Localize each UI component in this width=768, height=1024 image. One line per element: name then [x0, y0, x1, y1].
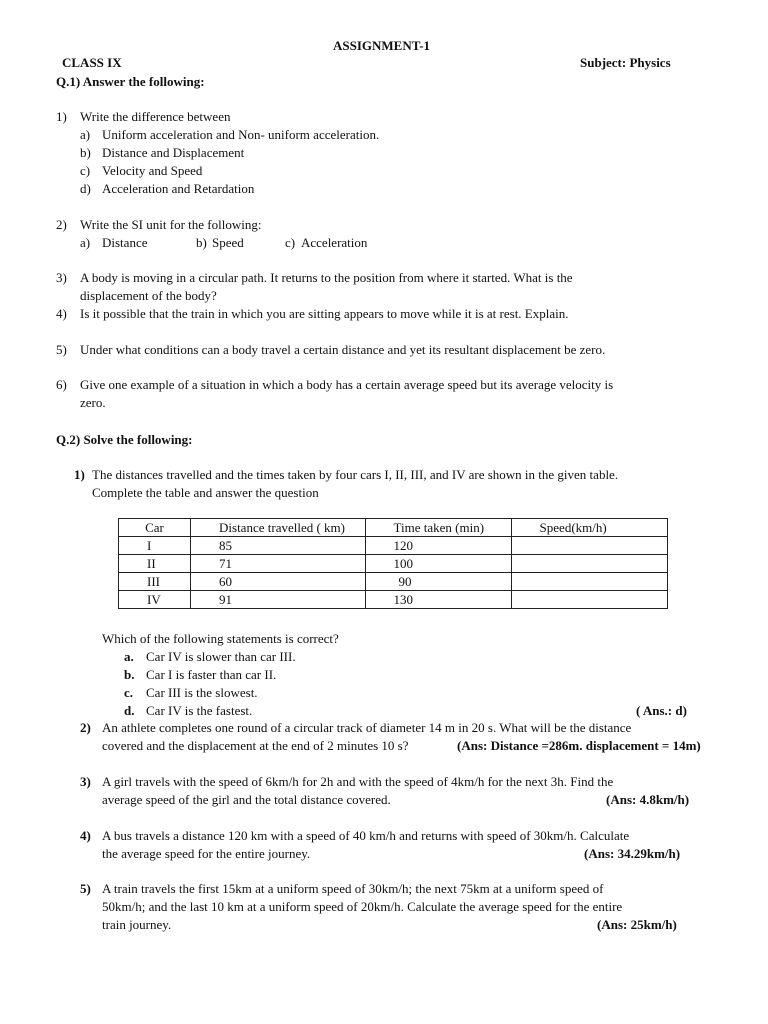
table-cell: 120 — [365, 537, 511, 555]
q1-item-1-d-letter: d) — [80, 181, 91, 196]
document-title: ASSIGNMENT-1 — [333, 38, 431, 53]
q2-problem-5-line-3: train journey. — [102, 917, 172, 932]
q2-problem-2-line-1: An athlete completes one round of a circular track of diameter 14 m in 20 s. What will be the distance — [102, 720, 632, 735]
problem-3-answer: (Ans: 4.8km/h) — [606, 792, 690, 807]
q1-item-1-c-text: Velocity and Speed — [102, 163, 203, 178]
q1-item-3-line-2: displacement of the body? — [80, 288, 217, 303]
subject-label: Subject: Physics — [580, 55, 671, 70]
q1-item-1-c-letter: c) — [80, 163, 91, 178]
q1-item-2-b-letter: b) — [196, 235, 207, 250]
q2-problem-5-line-1: A train travels the first 15km at a uniform speed of 30km/h; the next 75km at a uniform speed of — [102, 881, 604, 896]
table-cell: 71 — [191, 555, 366, 573]
q1-item-2-c-letter: c) — [285, 235, 296, 250]
q1-item-2-number: 2) — [56, 217, 67, 232]
q2-problem-1-line-2: Complete the table and answer the question — [92, 485, 319, 500]
q1-item-4-text: Is it possible that the train in which you are sitting appears to move while it is at rest. Explain. — [80, 306, 569, 321]
q2-problem-3-line-2: average speed of the girl and the total distance covered. — [102, 792, 391, 807]
table-row — [119, 537, 668, 555]
option-d-text: Car IV is the fastest. — [146, 703, 253, 718]
option-c-letter: c. — [124, 685, 134, 700]
table-cell: 60 — [191, 573, 366, 591]
table-cell: 85 — [191, 537, 366, 555]
q1-item-2-a-text: Distance — [102, 235, 148, 250]
problem-1-answer: ( Ans.: d) — [636, 703, 687, 718]
q2-problem-2-line-2: covered and the displacement at the end of 2 minutes 10 s? — [102, 738, 409, 753]
table-header-cell: Car — [119, 519, 191, 537]
q1-item-6-number: 6) — [56, 377, 67, 392]
q1-item-2-text: Write the SI unit for the following: — [80, 217, 262, 232]
option-b-letter: b. — [124, 667, 135, 682]
problem-2-answer: (Ans: Distance =286m. displacement = 14m) — [457, 738, 701, 753]
q1-item-6-line-2: zero. — [80, 395, 106, 410]
class-label: CLASS IX — [62, 55, 122, 70]
table-cell: II — [119, 555, 191, 573]
q2-problem-3-number: 3) — [80, 774, 91, 789]
q1-item-5-text: Under what conditions can a body travel a certain distance and yet its resultant displacement be zero. — [80, 342, 606, 357]
table-cell — [511, 555, 667, 573]
option-b-text: Car I is faster than car II. — [146, 667, 277, 682]
table-cell — [511, 573, 667, 591]
q2-problem-1-number: 1) — [74, 467, 85, 482]
q1-item-1-b-text: Distance and Displacement — [102, 145, 245, 160]
q1-item-2-c-text: Acceleration — [301, 235, 368, 250]
q1-item-2-a-letter: a) — [80, 235, 91, 250]
option-a-text: Car IV is slower than car III. — [146, 649, 296, 664]
table-cell: 130 — [365, 591, 511, 609]
table-header-cell: Speed(km/h) — [511, 519, 667, 537]
q2-heading: Q.2) Solve the following: — [56, 432, 193, 447]
option-d-letter: d. — [124, 703, 135, 718]
table-row — [119, 591, 668, 609]
problem-5-answer: (Ans: 25km/h) — [597, 917, 677, 932]
table-header-cell: Distance travelled ( km) — [191, 519, 366, 537]
q1-item-4-number: 4) — [56, 306, 67, 321]
q1-item-2-b-text: Speed — [212, 235, 244, 250]
table-header-cell: Time taken (min) — [365, 519, 511, 537]
table-row — [119, 555, 668, 573]
q1-item-5-number: 5) — [56, 342, 67, 357]
table-cell: IV — [119, 591, 191, 609]
table-cell — [511, 591, 667, 609]
q1-item-3-line-1: A body is moving in a circular path. It returns to the position from where it started. What is the — [80, 270, 573, 285]
q1-heading: Q.1) Answer the following: — [56, 74, 205, 89]
q1-item-1-text: Write the difference between — [80, 109, 231, 124]
option-c-text: Car III is the slowest. — [146, 685, 258, 700]
q1-item-6-line-1: Give one example of a situation in which a body has a certain average speed but its average velocity is — [80, 377, 614, 392]
q2-problem-4-line-1: A bus travels a distance 120 km with a speed of 40 km/h and returns with speed of 30km/h. Calculate — [102, 828, 630, 843]
table-cell: III — [119, 573, 191, 591]
q2-problem-2-number: 2) — [80, 720, 91, 735]
q1-item-1-d-text: Acceleration and Retardation — [102, 181, 255, 196]
q1-item-1-number: 1) — [56, 109, 67, 124]
table-cell: 90 — [365, 573, 511, 591]
problem-4-answer: (Ans: 34.29km/h) — [584, 846, 681, 861]
q2-problem-4-line-2: the average speed for the entire journey. — [102, 846, 311, 861]
table-cell — [511, 537, 667, 555]
q2-problem-4-number: 4) — [80, 828, 91, 843]
q2-problem-5-line-2: 50km/h; and the last 10 km at a uniform speed of 20km/h. Calculate the average speed for the entire — [102, 899, 623, 914]
table-header-row — [119, 519, 668, 537]
cars-table — [118, 518, 668, 609]
option-a-letter: a. — [124, 649, 134, 664]
q1-item-1-a-letter: a) — [80, 127, 91, 142]
q2-problem-1-question: Which of the following statements is correct? — [102, 631, 339, 646]
table-row — [119, 573, 668, 591]
q2-problem-3-line-1: A girl travels with the speed of 6km/h for 2h and with the speed of 4km/h for the next 3h. Find the — [102, 774, 614, 789]
table-cell: I — [119, 537, 191, 555]
q1-item-1-a-text: Uniform acceleration and Non- uniform acceleration. — [102, 127, 380, 142]
q2-problem-1-line-1: The distances travelled and the times taken by four cars I, II, III, and IV are shown in the given table. — [92, 467, 619, 482]
q2-problem-5-number: 5) — [80, 881, 91, 896]
table-cell: 91 — [191, 591, 366, 609]
q1-item-3-number: 3) — [56, 270, 67, 285]
table-cell: 100 — [365, 555, 511, 573]
q1-item-1-b-letter: b) — [80, 145, 91, 160]
